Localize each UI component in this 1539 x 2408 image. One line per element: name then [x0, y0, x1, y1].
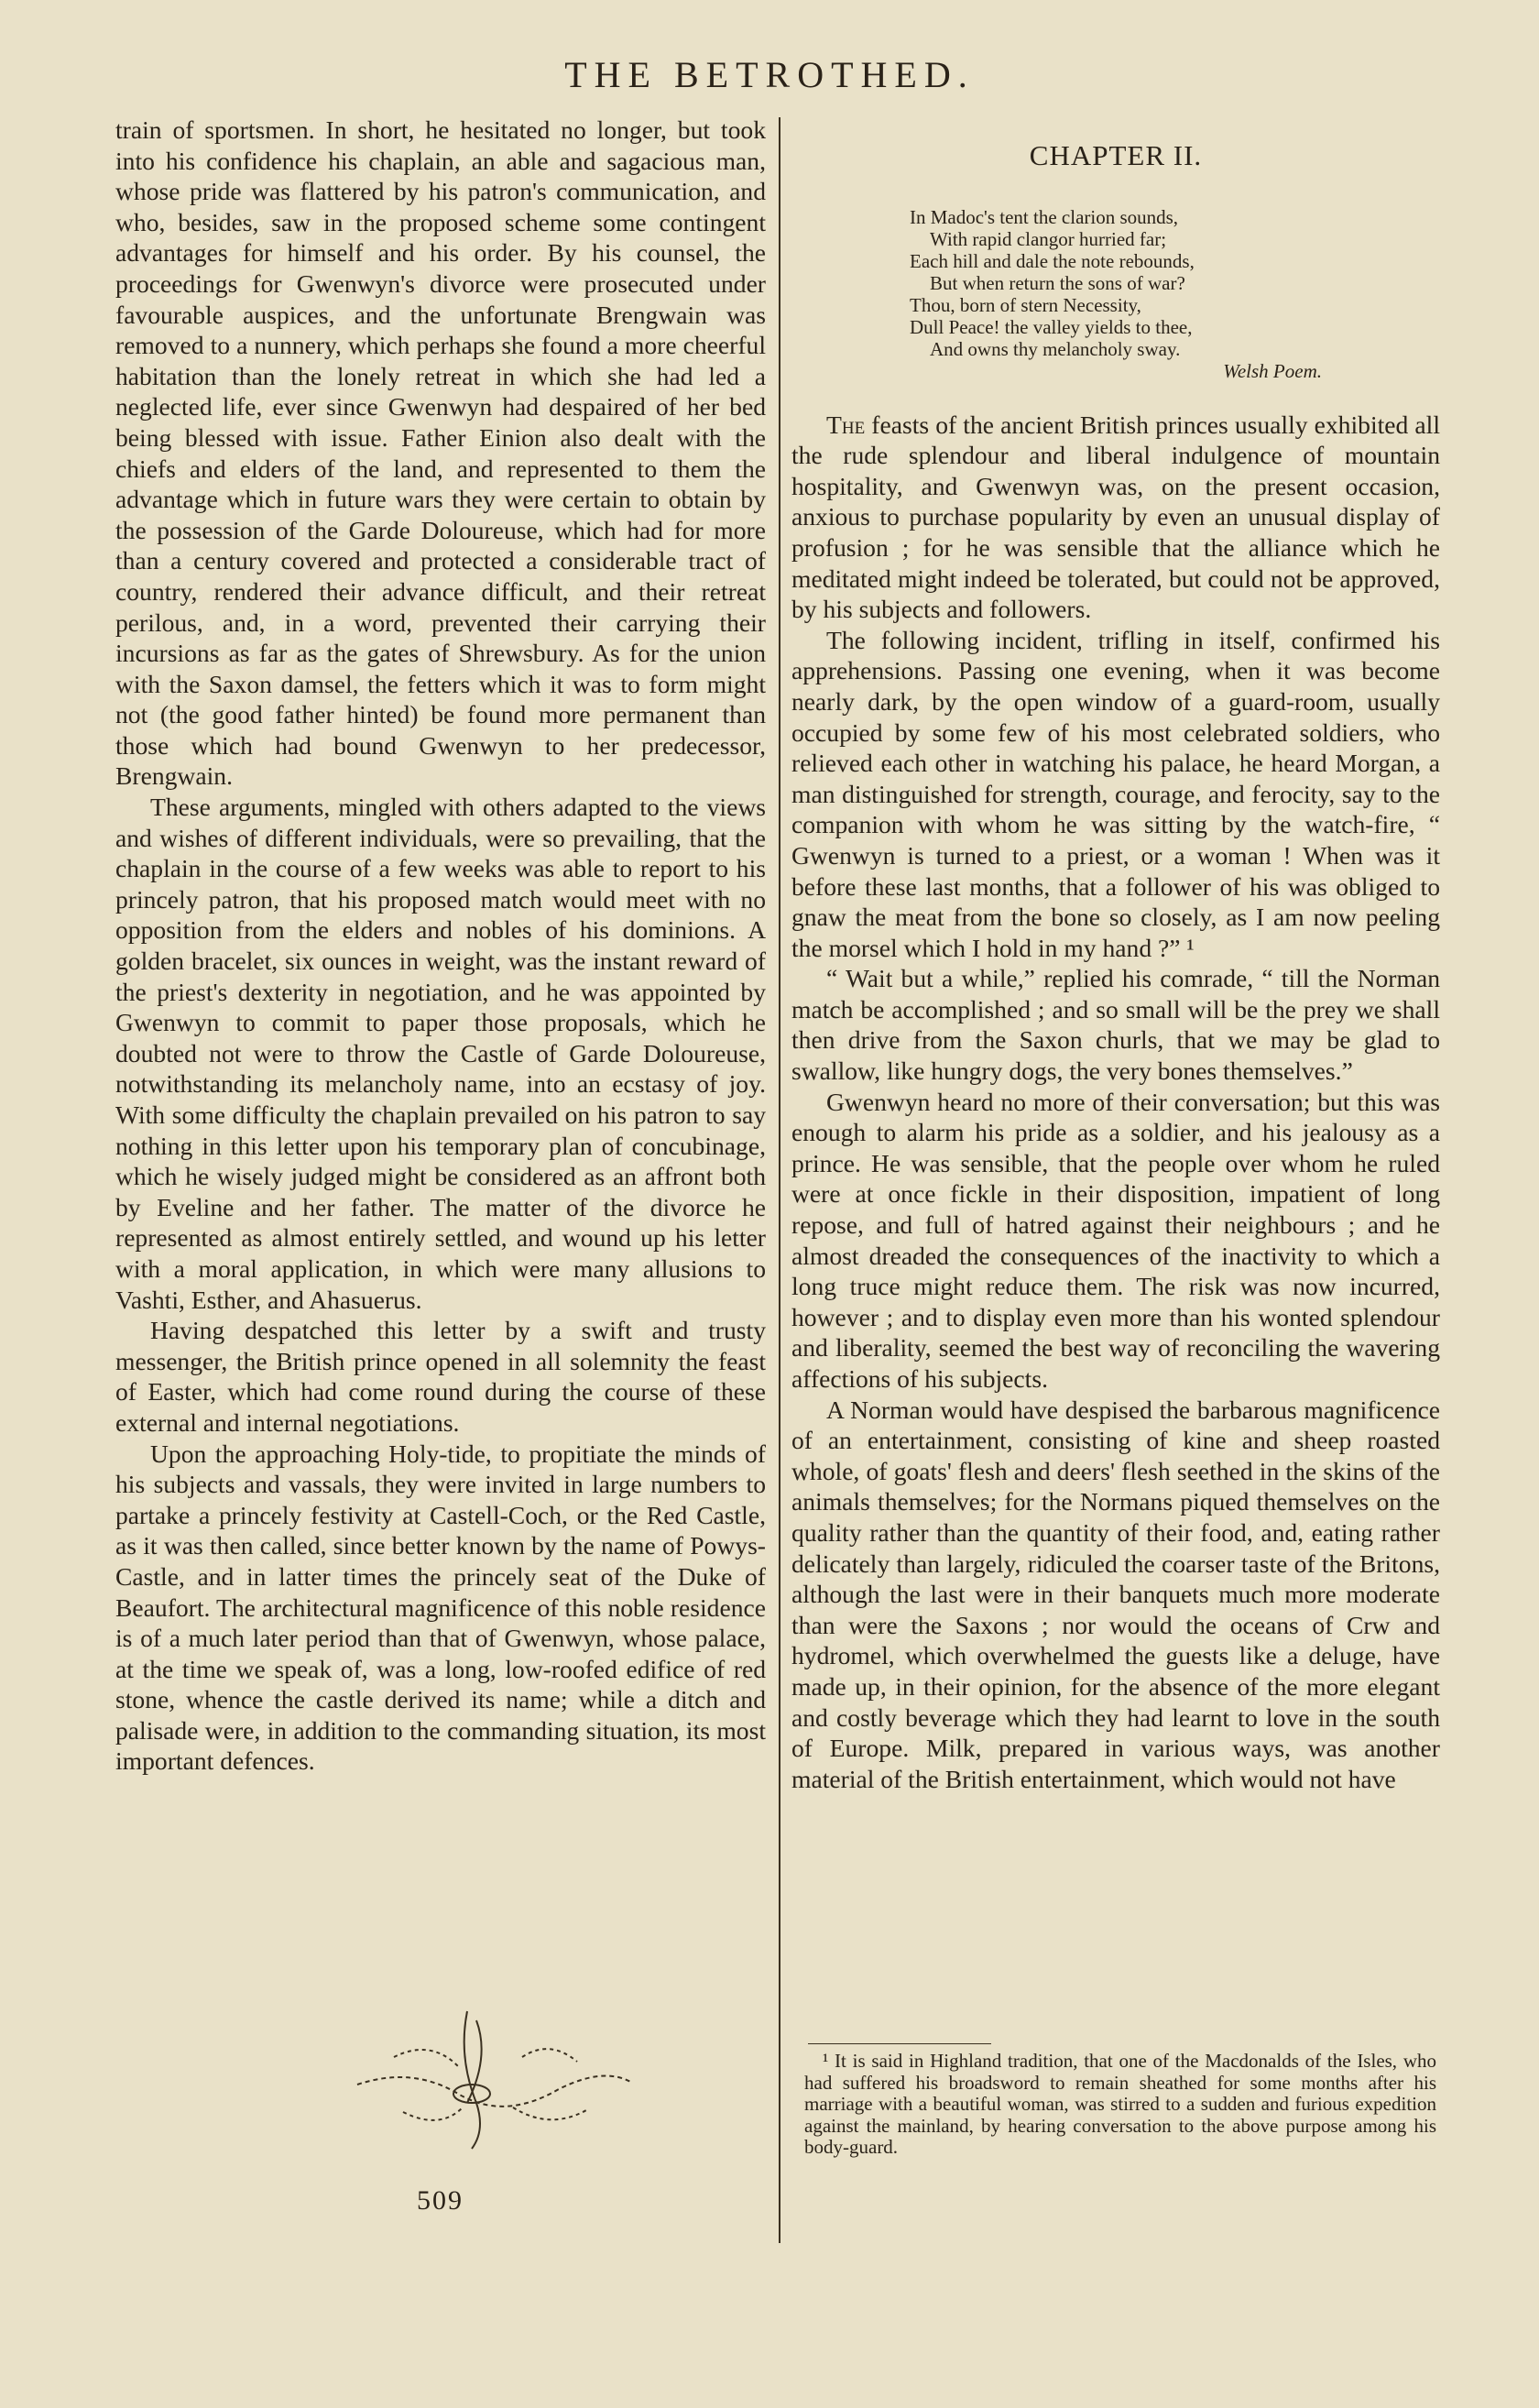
right-column	[791, 115, 1440, 1794]
paragraph: The following incident, trifling in itself, confirmed his apprehensions. Passing one evening, when it was become nearly dark, by the open window of a guard-room, usually occupied by some few of his most celebrated soldiers, who relieved each other in watching his palace, he heard Morgan, a man distinguished for strength, courage, and ferocity, say to the companion with whom he was sitting by the watch-fire, “ Gwenwyn is turned to a priest, or a woman ! When was it before these last months, that a follower of his was obliged to gnaw the meat from the bone so closely, as I am now peeling the morsel which I hold in my hand ?” ¹	[791, 625, 1440, 962]
epigraph-line: Thou, born of stern Necessity,	[910, 293, 1141, 316]
paragraph: “ Wait but a while,” replied his comrade, “ till the Norman match be accomplished ; and so small will be the prey we shall then drive from the Saxon churls, that we may be glad to swallow, like hungry dogs, the very bones themselves.”	[791, 964, 1440, 1086]
epigraph-line: And owns thy melancholy sway.	[930, 337, 1181, 360]
paragraph: Having despatched this letter by a swift and trusty messenger, the British prince opened in all solemnity the feast of Easter, which had come round during the course of these external and internal negotiations.	[115, 1316, 766, 1437]
lead-word: The	[826, 410, 866, 439]
epigraph-line: Each hill and dale the note rebounds,	[910, 249, 1195, 272]
epigraph-line: With rapid clangor hurried far;	[930, 227, 1167, 250]
footnote: ¹ It is said in Highland tradition, that one of the Macdonalds of the Isles, who had suffered his broadsword to remain sheathed for some months after his marriage with a beautiful woman, was stirred to a sudden and furious expedition against the mainland, by hearing conversation to the above purpose among his body-guard.	[804, 2050, 1436, 2158]
paragraph-text: feasts of the ancient British princes usually exhibited all the rude splendour and liberal indulgence of mountain hospitality, and Gwenwyn was, on the present occasion, anxious to purchase popularity by even an unusual display of profusion ; for he was sensible that the alliance which he meditated might indeed be tolerated, but could not be approved, by his subjects and followers.	[791, 410, 1440, 624]
column-rule	[779, 117, 780, 2243]
footnote-rule	[808, 2043, 991, 2044]
paragraph: A Norman would have despised the barbarous magnificence of an entertainment, consisting of kine and sheep roasted whole, of goats' flesh and deers' flesh seethed in the skins of the animals themselves; for the Normans piqued themselves on the quality rather than the quantity of their food, and, eating rather delicately than largely, ridiculed the coarser taste of the Britons, although the last were in their banquets much more moderate than were the Saxons ; nor would the oceans of Crw and hydromel, which overwhelmed the guests like a deluge, have made up, in their opinion, for the absence of the more elegant and costly beverage which they had learnt to love in the south of Europe. Milk, prepared in various ways, was another material of the British entertainment, which would not have	[791, 1395, 1440, 1793]
epigraph-line: In Madoc's tent the clarion sounds,	[910, 205, 1179, 228]
paragraph: Upon the approaching Holy-tide, to propitiate the minds of his subjects and vassals, they were invited in large numbers to partake a princely festivity at Castell-Coch, or the Red Castle, as it was then called, since better known by the name of Powys-Castle, and in latter times the princely seat of the Duke of Beaufort. The architectural magnificence of this noble residence is of a much later period than that of Gwenwyn, whose palace, at the time we speak of, was a long, low-roofed edifice of red stone, whence the castle derived its name; while a ditch and palisade were, in addition to the commanding situation, its most important defences.	[115, 1439, 766, 1776]
left-column	[115, 115, 766, 1777]
paragraph: train of sportsmen. In short, he hesitated no longer, but took into his confidence his chaplain, an able and sagacious man, whose pride was flattered by his patron's communication, and who, besides, saw in the proposed scheme some contingent advantages for himself and his order. By his counsel, the proceedings for Gwenwyn's divorce were prosecuted under favourable auspices, and the unfortunate Brengwain was removed to a nunnery, which perhaps she found a more cheerful habitation than the lonely retreat in which she had led a neglected life, ever since Gwenwyn had despaired of her bed being blessed with issue. Father Einion also dealt with the chiefs and elders of the land, and represented to them the advantage which in future wars they were certain to obtain by the possession of the Garde Doloureuse, which had for more than a century covered and protected a considerable tract of country, rendered their advance difficult, and their retreat perilous, and, in a word, prevented their carrying their incursions as far as the gates of Shrewsbury. As for the union with the Saxon damsel, the fetters which it was to form might not (the good father hinted) be found more permanent than those which had bound Gwenwyn to her predecessor, Brengwain.	[115, 115, 766, 791]
epigraph-line: But when return the sons of war?	[930, 271, 1185, 294]
epigraph-source: Welsh Poem.	[1223, 359, 1322, 382]
epigraph	[910, 206, 1322, 382]
paragraph: These arguments, mingled with others adapted to the views and wishes of different individuals, were so prevailing, that the chaplain in the course of a few weeks was able to report to his princely patron, that his proposed match would meet with no opposition from the elders and nobles of his dominions. A golden bracelet, six ounces in weight, was the instant reward of the priest's dexterity in negotiation, and he was appointed by Gwenwyn to commit to paper those proposals, which he doubted not were to throw the Castle of Garde Doloureuse, notwithstanding its melancholy name, into an ecstasy of joy. With some difficulty the chaplain prevailed on his patron to say nothing in this letter upon his temporary plan of concubinage, which he wisely judged might be considered as an affront both by Eveline and her father. The matter of the divorce he represented as almost entirely settled, and wound up his letter with a moral application, in which were many allusions to Vashti, Esther, and Ahasuerus.	[115, 793, 766, 1314]
epigraph-line: Dull Peace! the valley yields to thee,	[910, 315, 1193, 338]
ornament-flourish-icon	[302, 2002, 650, 2158]
paragraph	[791, 410, 1440, 625]
chapter-title: CHAPTER II.	[1029, 139, 1203, 171]
page-number: 509	[417, 2185, 464, 2216]
running-head: THE BETROTHED.	[564, 54, 975, 95]
paragraph: Gwenwyn heard no more of their conversation; but this was enough to alarm his pride as a soldier, and his jealousy as a prince. He was sensible, that the people over whom he ruled were at once fickle in their disposition, impatient of long repose, and full of hatred against their neighbours ; and he almost dreaded the consequences of the inactivity to which a long truce might reduce them. The risk was now incurred, however ; and to display even more than his wonted splendour and liberality, seemed the best way of reconciling the wavering affections of his subjects.	[791, 1087, 1440, 1393]
